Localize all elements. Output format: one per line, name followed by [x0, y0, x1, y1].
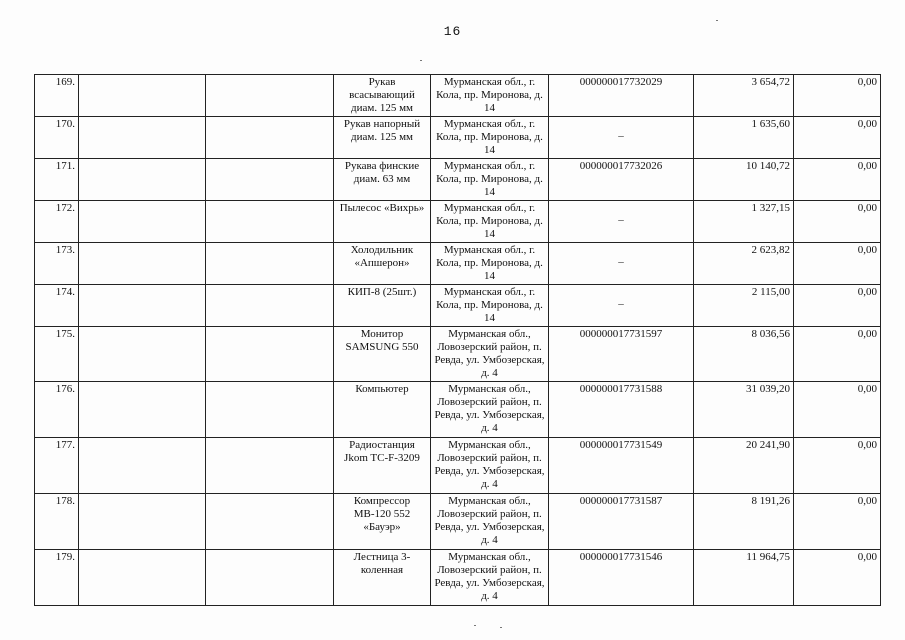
blank-cell [79, 382, 206, 438]
residual-value: 0,00 [794, 494, 881, 550]
item-name: Компьютер [334, 382, 431, 438]
inventory-number: – [549, 285, 694, 327]
inventory-number: 000000017731587 [549, 494, 694, 550]
item-address: Мурманская обл., Ловозерский район, п. Ревда, ул. Умбозерская, д. 4 [431, 382, 549, 438]
blank-cell [206, 327, 334, 382]
item-address: Мурманская обл., г. Кола, пр. Миронова, д. 14 [431, 159, 549, 201]
book-value: 8 036,56 [694, 327, 794, 382]
inventory-number: – [549, 201, 694, 243]
table-row [35, 327, 881, 382]
book-value: 20 241,90 [694, 438, 794, 494]
inventory-number: 000000017732026 [549, 159, 694, 201]
row-number: 178. [35, 494, 79, 550]
row-number: 170. [35, 117, 79, 159]
inventory-number: 000000017732029 [549, 75, 694, 117]
residual-value: 0,00 [794, 327, 881, 382]
scan-speck [716, 20, 718, 21]
book-value: 3 654,72 [694, 75, 794, 117]
blank-cell [206, 494, 334, 550]
blank-cell [79, 243, 206, 285]
book-value: 31 039,20 [694, 382, 794, 438]
blank-cell [79, 438, 206, 494]
row-number: 179. [35, 550, 79, 606]
blank-cell [79, 494, 206, 550]
table-row [35, 494, 881, 550]
blank-cell [206, 382, 334, 438]
table-row [35, 117, 881, 159]
table-row [35, 75, 881, 117]
row-number: 175. [35, 327, 79, 382]
table-row [35, 550, 881, 606]
row-number: 176. [35, 382, 79, 438]
inventory-number: – [549, 243, 694, 285]
item-address: Мурманская обл., Ловозерский район, п. Ревда, ул. Умбозерская, д. 4 [431, 438, 549, 494]
blank-cell [206, 550, 334, 606]
residual-value: 0,00 [794, 285, 881, 327]
table-row [35, 159, 881, 201]
item-address: Мурманская обл., Ловозерский район, п. Ревда, ул. Умбозерская, д. 4 [431, 327, 549, 382]
residual-value: 0,00 [794, 201, 881, 243]
item-address: Мурманская обл., г. Кола, пр. Миронова, д. 14 [431, 285, 549, 327]
item-name: Рукав напорный диам. 125 мм [334, 117, 431, 159]
item-address: Мурманская обл., г. Кола, пр. Миронова, д. 14 [431, 75, 549, 117]
item-address: Мурманская обл., Ловозерский район, п. Ревда, ул. Умбозерская, д. 4 [431, 550, 549, 606]
table-row [35, 201, 881, 243]
book-value: 2 623,82 [694, 243, 794, 285]
item-name: Компрессор МВ-120 552 «Бауэр» [334, 494, 431, 550]
item-address: Мурманская обл., Ловозерский район, п. Ревда, ул. Умбозерская, д. 4 [431, 494, 549, 550]
item-name: Радиостанция Jkom TC-F-3209 [334, 438, 431, 494]
blank-cell [79, 117, 206, 159]
item-name: Холодильник «Апшерон» [334, 243, 431, 285]
blank-cell [206, 75, 334, 117]
row-number: 174. [35, 285, 79, 327]
inventory-number: – [549, 117, 694, 159]
item-name: КИП-8 (25шт.) [334, 285, 431, 327]
table-row [35, 382, 881, 438]
residual-value: 0,00 [794, 438, 881, 494]
page-number: 16 [443, 24, 462, 39]
inventory-number: 000000017731546 [549, 550, 694, 606]
book-value: 11 964,75 [694, 550, 794, 606]
residual-value: 0,00 [794, 75, 881, 117]
item-address: Мурманская обл., г. Кола, пр. Миронова, д. 14 [431, 201, 549, 243]
blank-cell [206, 438, 334, 494]
row-number: 172. [35, 201, 79, 243]
blank-cell [79, 285, 206, 327]
blank-cell [79, 159, 206, 201]
scan-speck [474, 625, 476, 626]
item-name: Пылесос «Вихрь» [334, 201, 431, 243]
item-address: Мурманская обл., г. Кола, пр. Миронова, д. 14 [431, 243, 549, 285]
book-value: 2 115,00 [694, 285, 794, 327]
residual-value: 0,00 [794, 159, 881, 201]
scan-speck [420, 60, 422, 61]
inventory-number: 000000017731549 [549, 438, 694, 494]
item-name: Монитор SAMSUNG 550 [334, 327, 431, 382]
book-value: 8 191,26 [694, 494, 794, 550]
row-number: 173. [35, 243, 79, 285]
blank-cell [79, 201, 206, 243]
row-number: 169. [35, 75, 79, 117]
blank-cell [79, 327, 206, 382]
blank-cell [79, 550, 206, 606]
blank-cell [206, 243, 334, 285]
book-value: 10 140,72 [694, 159, 794, 201]
blank-cell [206, 117, 334, 159]
item-name: Рукав всасывающий диам. 125 мм [334, 75, 431, 117]
residual-value: 0,00 [794, 550, 881, 606]
table-row [35, 243, 881, 285]
blank-cell [206, 285, 334, 327]
residual-value: 0,00 [794, 117, 881, 159]
blank-cell [206, 159, 334, 201]
table-row [35, 438, 881, 494]
table-row [35, 285, 881, 327]
blank-cell [79, 75, 206, 117]
inventory-number: 000000017731597 [549, 327, 694, 382]
item-name: Рукава финские диам. 63 мм [334, 159, 431, 201]
blank-cell [206, 201, 334, 243]
row-number: 171. [35, 159, 79, 201]
book-value: 1 635,60 [694, 117, 794, 159]
scan-speck [500, 627, 502, 628]
residual-value: 0,00 [794, 243, 881, 285]
item-name: Лестница 3-коленная [334, 550, 431, 606]
inventory-table [34, 74, 881, 606]
item-address: Мурманская обл., г. Кола, пр. Миронова, д. 14 [431, 117, 549, 159]
inventory-number: 000000017731588 [549, 382, 694, 438]
residual-value: 0,00 [794, 382, 881, 438]
book-value: 1 327,15 [694, 201, 794, 243]
row-number: 177. [35, 438, 79, 494]
